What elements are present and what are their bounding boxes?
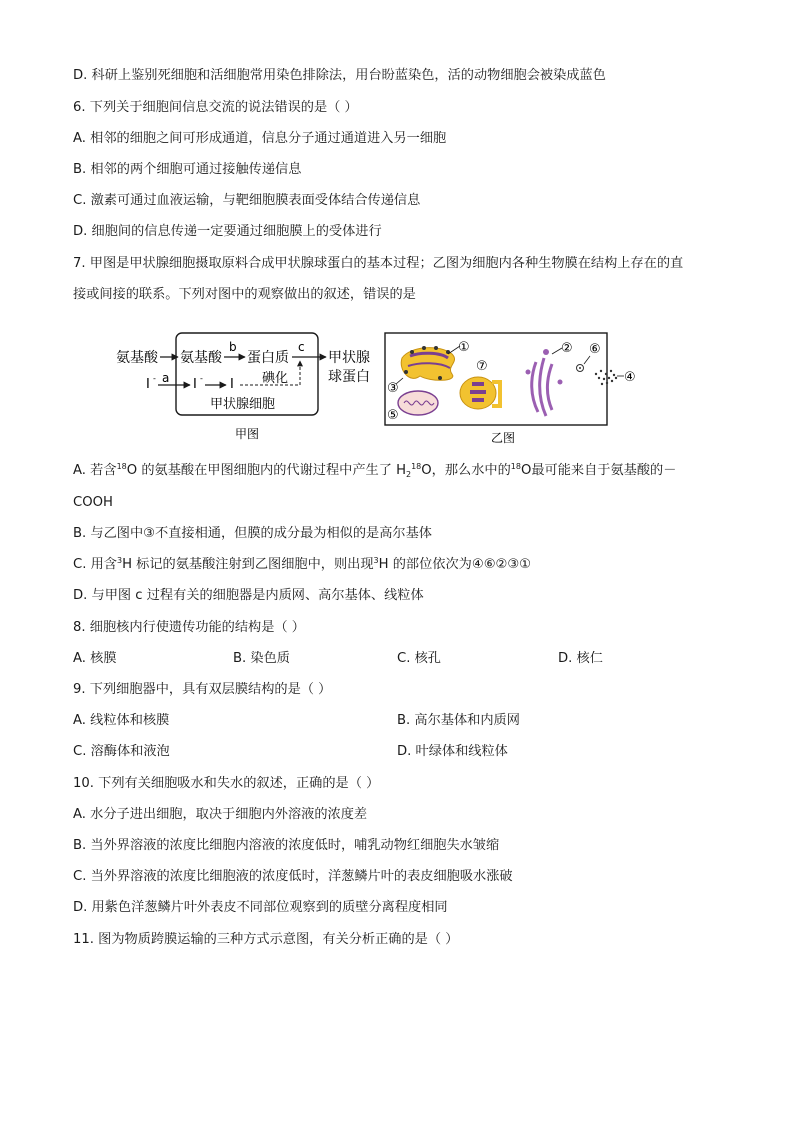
golgi-graphic — [526, 349, 563, 416]
caption-yi: 乙图 — [491, 431, 516, 445]
svg-text:-: - — [200, 374, 203, 383]
q9-option-b: B. 高尔基体和内质网 — [397, 713, 520, 728]
nucleus-er-graphic — [401, 346, 454, 380]
amino-acid-inside: 氨基酸 — [180, 350, 222, 366]
q7-stem-line1: 7. 甲图是甲状腺细胞摄取原料合成甲状腺球蛋白的基本过程；乙图为细胞内各种生物膜在结构上存在的直 — [73, 256, 684, 271]
q10-stem: 10. 下列有关细胞吸水和失水的叙述，正确的是（ ） — [73, 776, 380, 791]
q7-figures — [0, 326, 794, 452]
q7-option-d: D. 与甲图 c 过程有关的细胞器是内质网、高尔基体、线粒体 — [73, 588, 424, 603]
label-3: ③ — [387, 381, 399, 396]
q7-option-b: B. 与乙图中③不直接相通，但膜的成分最为相似的是高尔基体 — [73, 526, 432, 541]
product-line2: 球蛋白 — [328, 369, 370, 385]
q10-option-c: C. 当外界溶液的浓度比细胞液的浓度低时，洋葱鳞片叶的表皮细胞吸水涨破 — [73, 869, 513, 884]
cell-name-label: 甲状腺细胞 — [210, 397, 276, 412]
q6-option-c: C. 激素可通过血液运输，与靶细胞膜表面受体结合传递信息 — [73, 193, 421, 208]
label-6: ⑥ — [589, 342, 601, 357]
label-2: ② — [561, 341, 573, 356]
figure-yi — [385, 333, 636, 445]
secretion-dots-graphic — [595, 370, 617, 385]
product-line1: 甲状腺 — [328, 350, 370, 366]
q9-stem: 9. 下列细胞器中，具有双层膜结构的是（ ） — [73, 682, 332, 697]
iodide-outside: I — [146, 377, 150, 392]
q6-option-d: D. 细胞间的信息传递一定要通过细胞膜上的受体进行 — [73, 224, 382, 239]
iodine-label: I — [230, 377, 234, 392]
iodide-inside: I — [193, 377, 197, 392]
q11-stem: 11. 图为物质跨膜运输的三种方式示意图，有关分析正确的是（ ） — [73, 932, 459, 947]
q10-option-b: B. 当外界溶液的浓度比细胞内溶液的浓度低时，哺乳动物红细胞失水皱缩 — [73, 838, 500, 853]
q8-option-a: A. 核膜 — [73, 651, 117, 666]
label-b: b — [229, 340, 237, 354]
q7-option-c: C. 用含$^3$H 标记的氨基酸注射到乙图细胞中，则出现$^3$H 的部位依次为④⑥②③① — [73, 556, 531, 572]
label-7: ⑦ — [476, 359, 488, 374]
q8-option-b: B. 染色质 — [233, 651, 290, 666]
q7-stem-line2: 接或间接的联系。下列对图中的观察做出的叙述，错误的是 — [73, 287, 416, 302]
iodination-label: 碘化 — [262, 371, 289, 386]
label-5: ⑤ — [387, 408, 399, 423]
q10-option-a: A. 水分子进出细胞，取决于细胞内外溶液的浓度差 — [73, 807, 368, 822]
label-4: ④ — [624, 370, 636, 385]
amino-acid-outside: 氨基酸 — [116, 350, 158, 366]
caption-jia: 甲图 — [235, 427, 260, 441]
q8-option-d: D. 核仁 — [558, 651, 603, 666]
q8-stem: 8. 细胞核内行使遗传功能的结构是（ ） — [73, 620, 305, 635]
label-c: c — [298, 340, 305, 354]
q10-option-d: D. 用紫色洋葱鳞片叶外表皮不同部位观察到的质壁分离程度相同 — [73, 900, 448, 915]
svg-text:-: - — [153, 374, 156, 383]
q9-option-d: D. 叶绿体和线粒体 — [397, 744, 508, 759]
q8-option-c: C. 核孔 — [397, 651, 441, 666]
q7-option-a-line1: A. 若含$^{18}$O 的氨基酸在甲图细胞内的代谢过程中产生了 $H_2^{18}O$，那么水中的$^{18}$O最可能来自于氨基酸的－ — [73, 462, 677, 479]
figure-jia — [116, 333, 370, 441]
q6-option-a: A. 相邻的细胞之间可形成通道，信息分子通过通道进入另一细胞 — [73, 131, 447, 146]
label-1: ① — [458, 340, 470, 355]
q6-option-b: B. 相邻的两个细胞可通过接触传递信息 — [73, 162, 302, 177]
q9-option-c: C. 溶酶体和液泡 — [73, 744, 170, 759]
q7-option-a-line2: COOH — [73, 495, 113, 510]
q7-figures-svg — [0, 326, 794, 452]
organelle-7-graphic — [460, 377, 500, 409]
q5-option-d: D. 科研上鉴别死细胞和活细胞常用染色排除法，用台盼蓝染色，活的动物细胞会被染成蓝色 — [73, 68, 606, 83]
q9-option-a: A. 线粒体和核膜 — [73, 713, 170, 728]
protein-label: 蛋白质 — [247, 350, 289, 366]
label-a: a — [162, 371, 170, 385]
q6-stem: 6. 下列关于细胞间信息交流的说法错误的是（ ） — [73, 100, 358, 115]
mitochondrion-graphic — [398, 391, 438, 415]
